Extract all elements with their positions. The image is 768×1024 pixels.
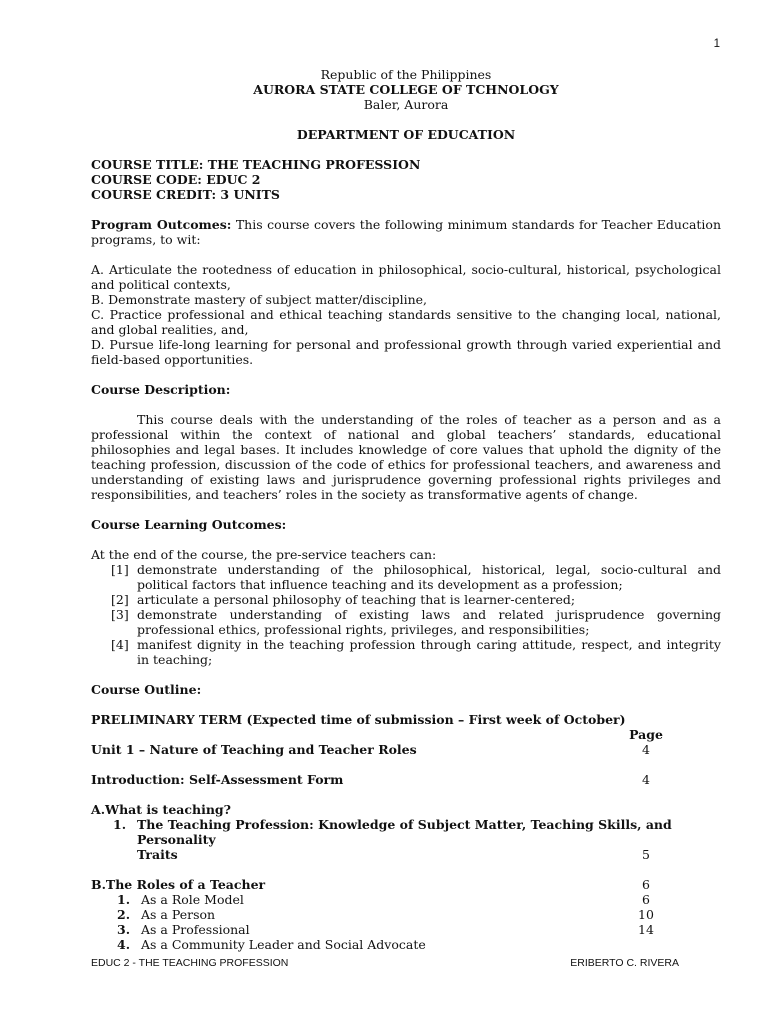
page-column-header-row <box>91 727 721 742</box>
section-a-item-page: 5 <box>642 847 650 862</box>
section-b-item-page <box>611 937 721 952</box>
course-code: COURSE CODE: EDUC 2 <box>91 172 261 187</box>
course-outline-heading: Course Outline: <box>91 682 202 697</box>
outline-intro-row <box>91 772 721 787</box>
learning-outcome-text: manifest dignity in the teaching profession through caring attitude, respect, and integrity in teaching; <box>137 637 721 667</box>
learning-outcome-number: [4] <box>111 637 129 652</box>
footer-course: EDUC 2 - THE TEACHING PROFESSION <box>91 957 289 969</box>
course-description-heading: Course Description: <box>91 382 231 397</box>
section-b-item-text: As a Role Model <box>141 892 244 907</box>
learning-outcome-number: [2] <box>111 592 129 607</box>
section-b-item-number: 3. <box>117 922 131 937</box>
learning-outcome-text: demonstrate understanding of the philosophical, historical, legal, socio-cultural and political factors that influence teaching and its development as a profession; <box>137 562 721 592</box>
course-description-body: This course deals with the understanding of the roles of teacher as a person and as a professional within the context of national and global teachers’ standards, educational philosophies and legal bases. It includes knowledge of core values that uphold the dignity of the teaching profession, discussion of the code of ethics for professional teachers, and awareness and understanding of existing laws and jurisprudence governing professional rights privileges and responsibilities, and teachers’ roles in the society as transformative agents of change. <box>91 412 721 502</box>
program-outcome-item: A. Articulate the rootedness of education in philosophical, socio-cultural, historical, psychological and political contexts, <box>91 262 721 292</box>
section-a-item-cont: Traits <box>137 847 178 862</box>
section-b-item-text: As a Person <box>141 907 216 922</box>
college-location: Baler, Aurora <box>363 97 449 112</box>
learning-outcome-number: [3] <box>111 607 129 622</box>
outline-unit-row <box>91 742 721 757</box>
section-a-item-text: The Teaching Profession: Knowledge of Subject Matter, Teaching Skills, and Personality <box>137 817 672 847</box>
section-a-item <box>113 817 721 847</box>
section-b-row <box>91 877 721 892</box>
program-outcome-item: C. Practice professional and ethical teaching standards sensitive to the changing local, national, and global realities, and, <box>91 307 721 337</box>
page-footer <box>91 957 679 969</box>
republic-line: Republic of the Philippines <box>320 67 492 82</box>
footer-author: ERIBERTO C. RIVERA <box>570 957 679 969</box>
section-b-item-text: As a Professional <box>141 922 250 937</box>
section-b-item <box>117 937 721 952</box>
college-name: AURORA STATE COLLEGE OF TCHNOLOGY <box>253 82 559 97</box>
department-name: DEPARTMENT OF EDUCATION <box>296 127 516 142</box>
section-b-item-page: 6 <box>642 892 650 907</box>
learning-outcome-text: articulate a personal philosophy of teaching that is learner-centered; <box>137 592 576 607</box>
program-outcome-item: B. Demonstrate mastery of subject matter/discipline, <box>91 292 428 307</box>
learning-outcome-item <box>111 562 721 592</box>
program-outcomes-intro: This course covers the following minimum standards for Teacher Education programs, to wit: <box>91 217 721 247</box>
learning-outcome-item <box>111 607 721 637</box>
course-credit: COURSE CREDIT: 3 UNITS <box>91 187 280 202</box>
intro-page: 4 <box>642 772 650 787</box>
page-column-header: Page <box>629 727 663 742</box>
program-outcomes-label: Program Outcomes: <box>91 217 232 232</box>
unit-title: Unit 1 – Nature of Teaching and Teacher Roles <box>91 742 417 757</box>
section-b-item-page: 14 <box>638 922 654 937</box>
learning-outcomes-heading: Course Learning Outcomes: <box>91 517 287 532</box>
program-outcome-item: D. Pursue life-long learning for personal and professional growth through varied experiential and field-based opportunities. <box>91 337 721 367</box>
section-b-item-number: 1. <box>117 892 131 907</box>
preliminary-term: PRELIMINARY TERM (Expected time of submission – First week of October) <box>91 712 626 727</box>
document-body <box>91 67 721 952</box>
section-b-item-number: 2. <box>117 907 131 922</box>
section-b-item <box>117 892 721 907</box>
section-b-item-page: 10 <box>638 907 654 922</box>
section-a-item-continuation <box>91 847 721 862</box>
section-b-item <box>117 922 721 937</box>
learning-outcome-text: demonstrate understanding of existing laws and related jurisprudence governing professional ethics, professional rights, privileges, and responsibilities; <box>137 607 721 637</box>
learning-outcome-item <box>111 592 721 607</box>
page-number: 1 <box>713 38 720 50</box>
learning-outcome-number: [1] <box>111 562 129 577</box>
course-title: COURSE TITLE: THE TEACHING PROFESSION <box>91 157 421 172</box>
section-b-item-text: As a Community Leader and Social Advocate <box>141 937 426 952</box>
learning-outcome-item <box>111 637 721 667</box>
section-b-page: 6 <box>642 877 650 892</box>
intro-title: Introduction: Self-Assessment Form <box>91 772 344 787</box>
program-outcomes-paragraph <box>91 217 721 247</box>
section-b-item <box>117 907 721 922</box>
section-b-item-number: 4. <box>117 937 131 952</box>
section-b-title: B.The Roles of a Teacher <box>91 877 266 892</box>
learning-outcomes-intro: At the end of the course, the pre-service teachers can: <box>91 547 437 562</box>
section-a-title: A.What is teaching? <box>91 802 231 817</box>
section-a-item-number: 1. <box>113 817 127 832</box>
unit-page: 4 <box>642 742 650 757</box>
